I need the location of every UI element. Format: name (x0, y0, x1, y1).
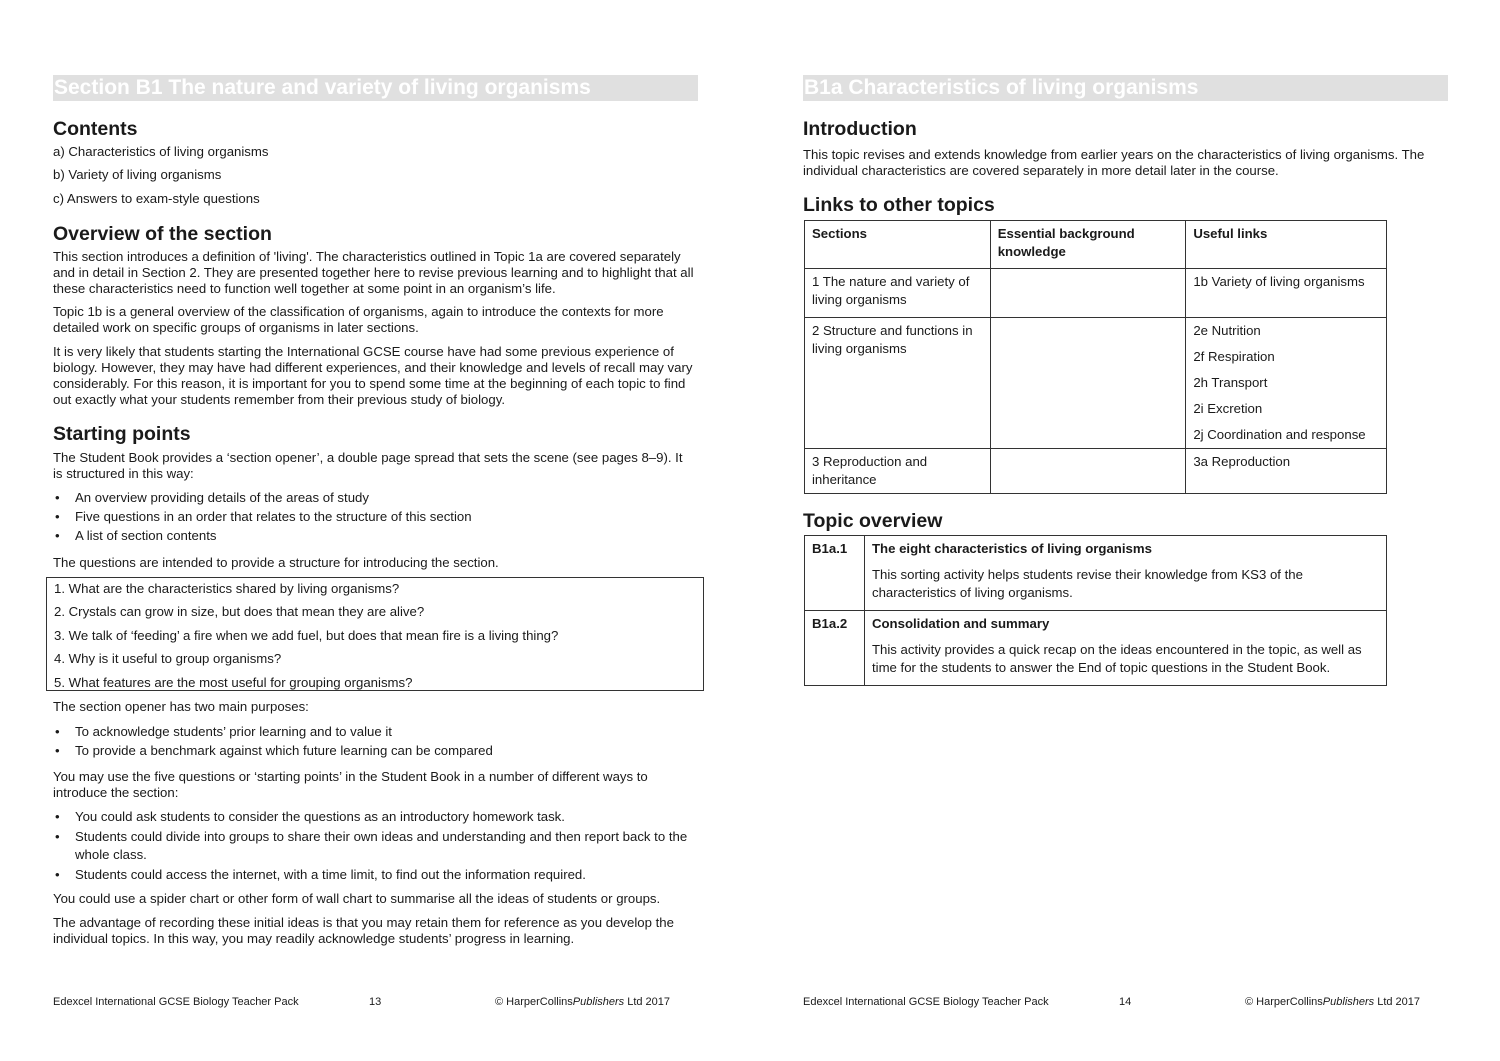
footer-copyright: © HarperCollinsPublishers Ltd 2017 (1245, 996, 1421, 1008)
question-item: 5. What features are the most useful for grouping organisms? (54, 674, 413, 690)
topic-code-cell: B1a.1 (805, 536, 865, 611)
table-row (805, 536, 1387, 611)
bullet-item: • Students could divide into groups to share their own ideas and understanding and then report back to the whole class. (53, 828, 698, 864)
page-number: 14 (1119, 996, 1132, 1008)
advantage-paragraph: The advantage of recording these initial ideas is that you may retain them for reference as you develop the individual topics. In this way, you may readily acknowledge students’ progress in learning. (53, 915, 674, 946)
topic-code-cell: B1a.2 (805, 611, 865, 686)
bullet-item: • A list of section contents (53, 528, 693, 544)
purposes-intro: The section opener has two main purposes: (53, 699, 309, 714)
section-cell: 3 Reproduction and inheritance (805, 449, 991, 494)
background-cell (990, 318, 1186, 449)
topic-overview-heading: Topic overview (803, 510, 943, 532)
starting-intro: The Student Book provides a ‘section opener’, a double page spread that sets the scene (see pages 8–9). It is structured in this way: (53, 450, 683, 481)
purposes-bullet-list (53, 724, 698, 762)
links-table (804, 220, 1387, 494)
table-row (805, 611, 1387, 686)
overview-heading: Overview of the section (53, 223, 272, 245)
links-cell: 3a Reproduction (1186, 449, 1387, 494)
ways-bullet-list (53, 809, 698, 886)
table-header-row (805, 221, 1387, 269)
section-cell: 2 Structure and functions in living organisms (805, 318, 991, 449)
question-item: 3. We talk of ‘feeding’ a fire when we add fuel, but does that mean fire is a living thing? (54, 627, 559, 643)
bullet-item: • To acknowledge students’ prior learning and to value it (53, 724, 698, 740)
background-cell (990, 449, 1186, 494)
topic-detail-cell: The eight characteristics of living organisms This sorting activity helps students revise their knowledge from KS3 of the characteristics of living organisms. (864, 536, 1386, 611)
questions-intro: The questions are intended to provide a structure for introducing the section. (53, 555, 499, 570)
question-item: 4. Why is it useful to group organisms? (54, 651, 282, 667)
question-item: 1. What are the characteristics shared by living organisms? (54, 581, 400, 596)
contents-item: c) Answers to exam-style questions (53, 191, 260, 206)
bullet-item: • Five questions in an order that relates to the structure of this section (53, 509, 693, 525)
right-page (750, 0, 1500, 1061)
header-cell: Useful links (1186, 221, 1387, 269)
contents-item: b) Variety of living organisms (53, 167, 222, 182)
structure-bullet-list (53, 490, 693, 547)
overview-paragraph: This section introduces a definition of 'living'. The characteristics outlined in Topic 1a are covered separately and in detail in Section 2. They are presented together here to revise previous learning and to highlight that all these characteristics need to function well together at some point in an organism’s life. (53, 249, 694, 296)
introduction-heading: Introduction (803, 118, 917, 140)
links-heading: Links to other topics (803, 194, 995, 216)
header-cell: Essential background knowledge (990, 221, 1186, 269)
question-item: 2. Crystals can grow in size, but does that mean they are alive? (54, 604, 425, 620)
table-row (805, 318, 1387, 449)
section-cell: 1 The nature and variety of living organisms (805, 269, 991, 318)
starting-points-heading: Starting points (53, 423, 191, 445)
background-cell (990, 269, 1186, 318)
ways-intro: You may use the five questions or ‘starting points’ in the Student Book in a number of different ways to introduce the section: (53, 769, 648, 800)
links-cell: 2e Nutrition 2f Respiration 2h Transport 2i Excretion 2j Coordination and response (1186, 318, 1387, 449)
questions-box (46, 577, 704, 691)
overview-paragraph: It is very likely that students starting the International GCSE course have had some previous experience of biology. However, they may have had different experiences, and their knowledge and levels of recall may vary considerably. For this reason, it is important for you to spend some time at the beginning of each topic to find out exactly what your students remember from their previous study of biology. (53, 344, 693, 407)
footer-copyright: © HarperCollinsPublishers Ltd 2017 (495, 996, 671, 1008)
contents-heading: Contents (53, 118, 138, 140)
spider-chart-paragraph: You could use a spider chart or other form of wall chart to summarise all the ideas of students or groups. (53, 891, 661, 906)
contents-item: a) Characteristics of living organisms (53, 144, 269, 159)
footer-title: Edexcel International GCSE Biology Teacher Pack (803, 996, 1049, 1008)
bullet-item: • You could ask students to consider the questions as an introductory homework task. (53, 809, 698, 825)
table-row (805, 449, 1387, 494)
page-number: 13 (369, 996, 382, 1008)
bullet-item: • To provide a benchmark against which future learning can be compared (53, 743, 698, 759)
overview-paragraph: Topic 1b is a general overview of the classification of organisms, again to introduce the contexts for more detailed work on specific groups of organisms in later sections. (53, 304, 664, 335)
header-cell: Sections (805, 221, 991, 269)
introduction-text: This topic revises and extends knowledge from earlier years on the characteristics of living organisms. The individual characteristics are covered separately in more detail later in the course. (803, 147, 1425, 178)
table-row (805, 269, 1387, 318)
links-cell: 1b Variety of living organisms (1186, 269, 1387, 318)
section-banner: Section B1 The nature and variety of living organisms (53, 75, 698, 101)
topic-overview-table (804, 535, 1387, 686)
bullet-item: • Students could access the internet, with a time limit, to find out the information required. (53, 867, 698, 883)
topic-banner: B1a Characteristics of living organisms (803, 75, 1448, 101)
footer-title: Edexcel International GCSE Biology Teacher Pack (53, 996, 299, 1008)
bullet-item: • An overview providing details of the areas of study (53, 490, 693, 506)
topic-detail-cell: Consolidation and summary This activity provides a quick recap on the ideas encountered in the topic, as well as time for the students to answer the End of topic questions in the Student Book. (864, 611, 1386, 686)
